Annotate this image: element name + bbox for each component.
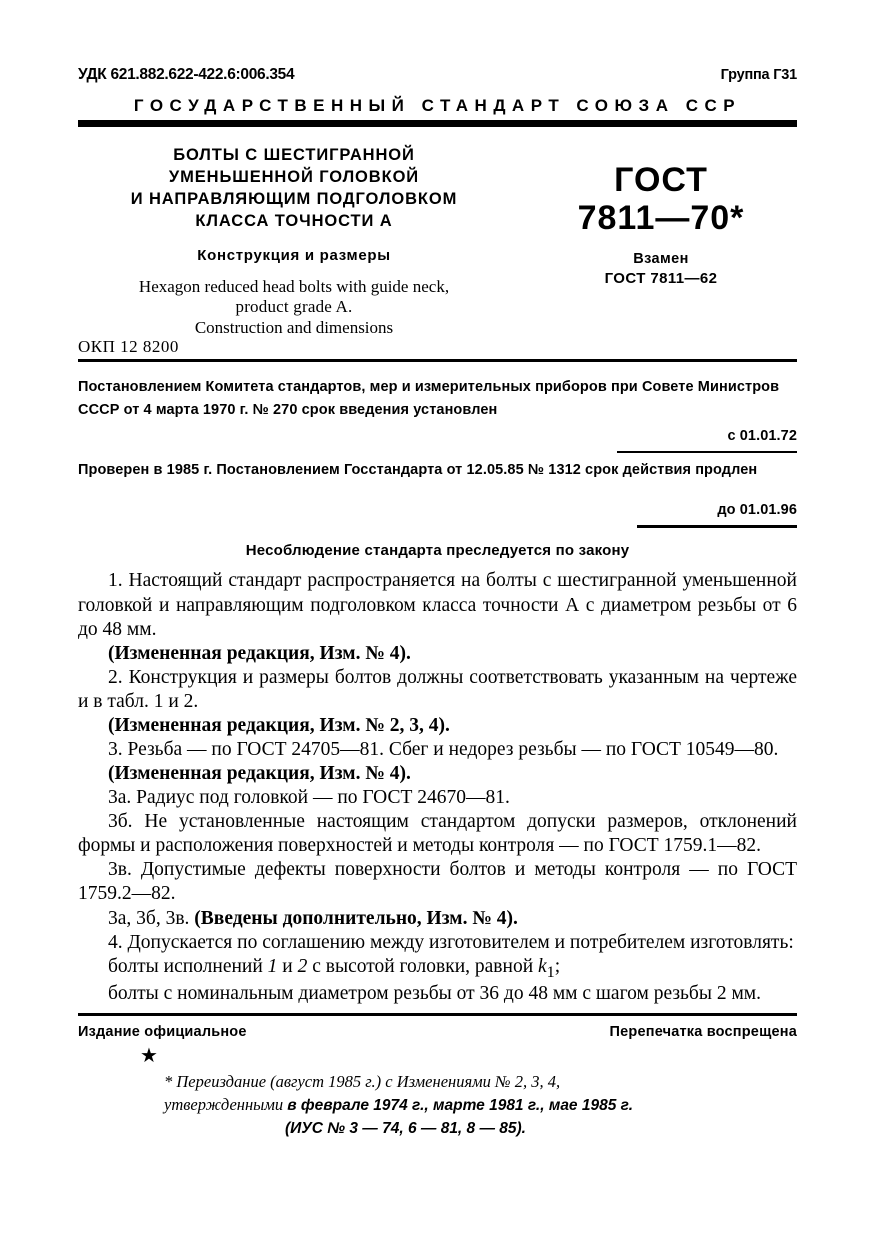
decree-paragraph-2: Проверен в 1985 г. Постановлением Госстандарта от 12.05.85 № 1312 срок действия продлен (78, 462, 758, 479)
clause-4-item-1-part-a: болты исполнений (108, 955, 268, 977)
clause-4-item-1 (78, 955, 797, 982)
footnote-line-2-part-a: утвержденными (164, 1095, 288, 1115)
clause-3-note: (Измененная редакция, Изм. № 4). (108, 763, 411, 785)
clause-4-item-1-variant-2: 2 (297, 955, 308, 977)
effective-until-rule (637, 525, 797, 528)
title-block (78, 145, 797, 341)
footnote-line-3: (ИУС № 3 — 74, 6 — 81, 8 — 85). (285, 1120, 526, 1138)
clause-3v: 3в. Допустимые дефекты поверхности болтов и методы контроля — по ГОСТ 1759.2—82. (78, 859, 797, 905)
okp-code: ОКП 12 8200 (78, 337, 179, 356)
header-divider-rule (78, 120, 797, 127)
gost-label: ГОСТ (614, 161, 708, 199)
clause-4-item-1-variant-1: 1 (267, 955, 278, 977)
clause-1: 1. Настоящий стандарт распространяется на болты с шестигранной уменьшенной головкой и направляющим подголовком класса точности А с диаметром резьбы от 6 до 48 мм. (78, 570, 797, 640)
clause-4: 4. Допускается по соглашению между изготовителем и потребителем изготовлять: (108, 931, 794, 953)
clause-3-combined-note: (Введены дополнительно, Изм. № 4). (194, 907, 518, 929)
body-text (78, 569, 797, 1005)
clause-3: 3. Резьба — по ГОСТ 24705—81. Сбег и недорез резьбы — по ГОСТ 10549—80. (108, 738, 779, 760)
gost-number-block (527, 161, 795, 287)
document-title-line-1: БОЛТЫ С ШЕСТИГРАННОЙ (173, 146, 415, 164)
header-top-row (78, 0, 797, 84)
clause-2: 2. Конструкция и размеры болтов должны соответствовать указанным на чертеже и в табл. 1 и 2. (78, 666, 797, 712)
official-edition-label: Издание официальное (78, 1023, 247, 1040)
law-notice: Несоблюдение стандарта преследуется по закону (245, 542, 630, 560)
footer-divider-rule (78, 1013, 797, 1016)
clause-4-item-1-part-b: и (277, 955, 298, 977)
state-standard-banner: ГОСУДАРСТВЕННЫЙ СТАНДАРТ СОЮЗА ССР (133, 96, 742, 115)
document-title-line-2: УМЕНЬШЕННОЙ ГОЛОВКОЙ (168, 167, 420, 186)
replaces-value: ГОСТ 7811—62 (604, 270, 718, 288)
gost-number: 7811—70* (577, 199, 745, 238)
document-subtitle: Конструкция и размеры (197, 246, 391, 264)
clause-3-combined-prefix: 3а, 3б, 3в. (108, 907, 195, 929)
effective-until-date: до 01.01.96 (717, 501, 797, 518)
clause-1-note: (Измененная редакция, Изм. № 4). (108, 642, 411, 664)
clause-4-item-2: болты с номинальным диаметром резьбы от 36 до 48 мм с шагом резьбы 2 мм. (108, 982, 762, 1004)
replaces-label: Взамен (633, 251, 689, 268)
title-left-column (78, 145, 510, 338)
decree-block (78, 376, 797, 528)
english-title-line-3: Construction and dimensions (194, 317, 394, 337)
english-title (78, 277, 510, 338)
clause-3b: 3б. Не установленные настоящим стандартом допуски размеров, отклонений формы и расположения поверхностей и методы контроля — по ГОСТ 1759.1—82. (78, 811, 797, 857)
document-title (78, 145, 510, 233)
decree-paragraph-1: Постановлением Комитета стандартов, мер и измерительных приборов при Совете Министров СССР от 4 марта 1970 г. № 270 срок введения установлен (78, 379, 780, 419)
document-title-line-4: КЛАССА ТОЧНОСТИ А (195, 211, 393, 230)
star-icon: ★ (140, 1044, 158, 1067)
footnote-line-1: * Переиздание (август 1985 г.) с Изменениями № 2, 3, 4, (164, 1071, 561, 1091)
footnote-line-2 (164, 1093, 797, 1117)
clause-4-item-1-part-d: ; (554, 955, 561, 977)
footnote-block (78, 1070, 797, 1140)
clause-4-item-1-symbol-subscript: 1 (546, 962, 555, 981)
clause-4-item-1-part-c: с высотой головки, равной (307, 955, 539, 977)
reprint-forbidden-label: Перепечатка воспрещена (609, 1023, 797, 1040)
clause-2-note: (Измененная редакция, Изм. № 2, 3, 4). (108, 714, 450, 736)
udk-code: УДК 621.882.622-422.6:006.354 (78, 66, 295, 83)
clause-4-item-1-symbol-k: k (538, 955, 547, 977)
clause-3-combined (78, 907, 797, 931)
group-code: Группа Г31 (720, 67, 797, 83)
document-title-line-3: И НАПРАВЛЯЮЩИМ ПОДГОЛОВКОМ (130, 189, 458, 208)
footnote-line-2-part-b: в феврале 1974 г., марте 1981 г., мае 1985 г. (287, 1097, 634, 1115)
english-title-line-1: Hexagon reduced head bolts with guide neck, (138, 276, 450, 296)
clause-3a: 3а. Радиус под головкой — по ГОСТ 24670—81. (108, 787, 510, 809)
effective-from-date: с 01.01.72 (727, 427, 797, 444)
english-title-line-2: product grade A. (235, 297, 353, 317)
effective-from-rule (617, 451, 797, 453)
footer-row (78, 1024, 797, 1040)
okp-divider-rule (78, 359, 797, 362)
